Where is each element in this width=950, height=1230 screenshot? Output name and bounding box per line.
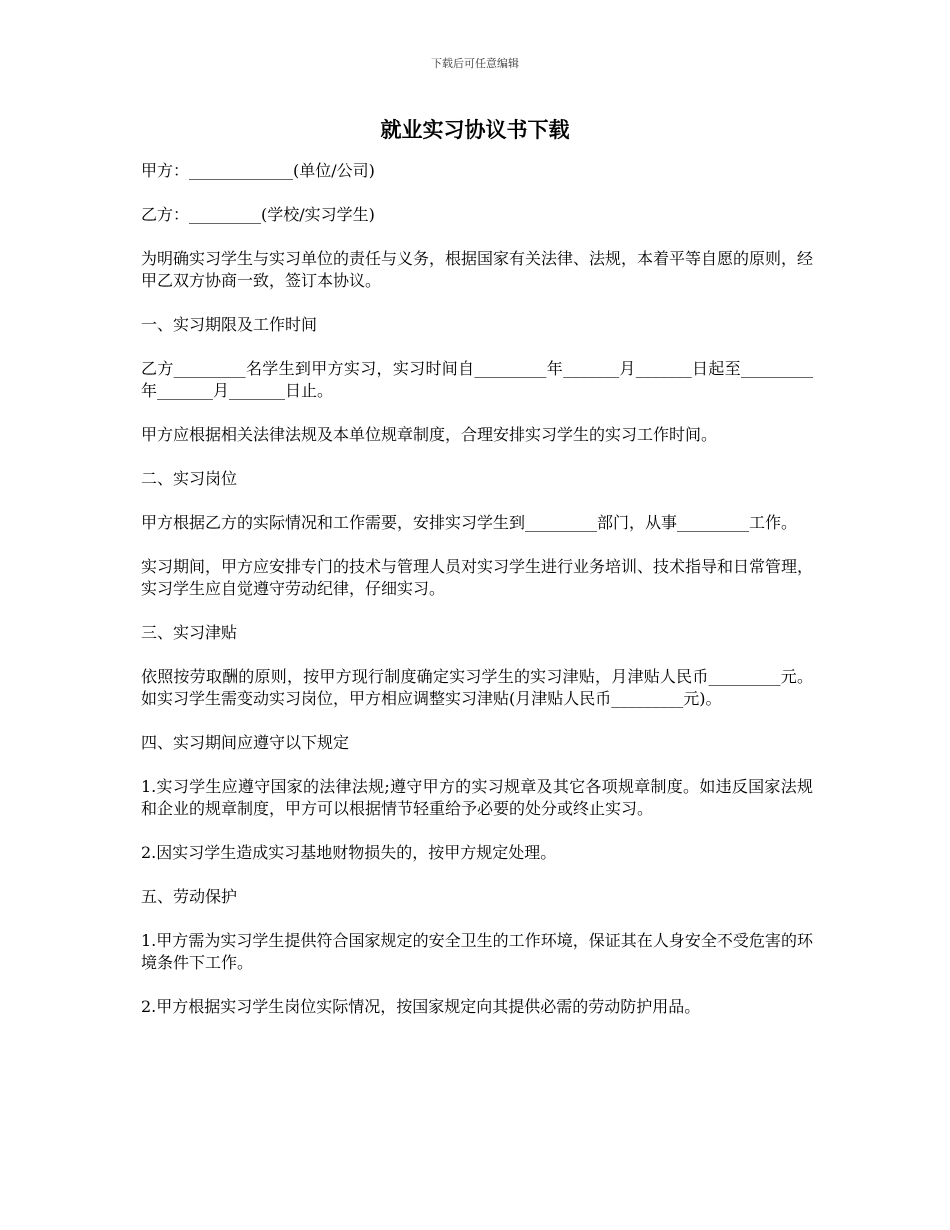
section-heading-2: 二、实习岗位: [141, 469, 238, 488]
protection-item-1: 1.甲方需为实习学生提供符合国家规定的安全卫生的工作环境，保证其在人身安全不受危害的环境条件下工作。: [141, 931, 813, 972]
allowance-paragraph: 依照按劳取酬的原则，按甲方现行制度确定实习学生的实习津贴，月津贴人民币_________元。如实习学生需变动实习岗位，甲方相应调整实习津贴(月津贴人民币_________元)。: [141, 667, 813, 708]
section-heading-3: 三、实习津贴: [141, 623, 238, 642]
work-time-paragraph: 甲方应根据相关法律法规及本单位规章制度，合理安排实习学生的实习工作时间。: [141, 425, 718, 444]
section-heading-1: 一、实习期限及工作时间: [141, 315, 318, 334]
protection-item-2: 2.甲方根据实习学生岗位实际情况，按国家规定向其提供必需的劳动防护用品。: [141, 997, 701, 1016]
section-heading-5: 五、劳动保护: [141, 887, 238, 906]
document-body: [141, 160, 813, 1040]
rule-item-2: 2.因实习学生造成实习基地财物损失的，按甲方规定处理。: [141, 843, 557, 862]
party-b-line: 乙方：_________(学校/实习学生): [141, 205, 375, 224]
training-paragraph: 实习期间，甲方应安排专门的技术与管理人员对实习学生进行业务培训、技术指导和日常管理，实习学生应自觉遵守劳动纪律，仔细实习。: [141, 557, 814, 598]
document-title: 就业实习协议书下载: [380, 117, 570, 142]
rule-item-1: 1.实习学生应遵守国家的法律法规;遵守甲方的实习规章及其它各项规章制度。如违反国家法规和企业的规章制度，甲方可以根据情节轻重给予必要的处分或终止实习。: [141, 777, 813, 818]
preamble-paragraph: 为明确实习学生与实习单位的责任与义务，根据国家有关法律、法规，本着平等自愿的原则，经甲乙双方协商一致，签订本协议。: [141, 249, 814, 290]
header-note: 下载后可任意编辑: [431, 57, 519, 70]
party-a-line: 甲方：_____________(单位/公司): [141, 161, 375, 180]
position-paragraph: 甲方根据乙方的实际情况和工作需要，安排实习学生到_________部门，从事_________工作。: [141, 513, 798, 532]
internship-period-paragraph: 乙方_________名学生到甲方实习，实习时间自_________年_______月_______日起至_________年_______月_______日止。: [141, 359, 813, 400]
section-heading-4: 四、实习期间应遵守以下规定: [141, 733, 350, 752]
